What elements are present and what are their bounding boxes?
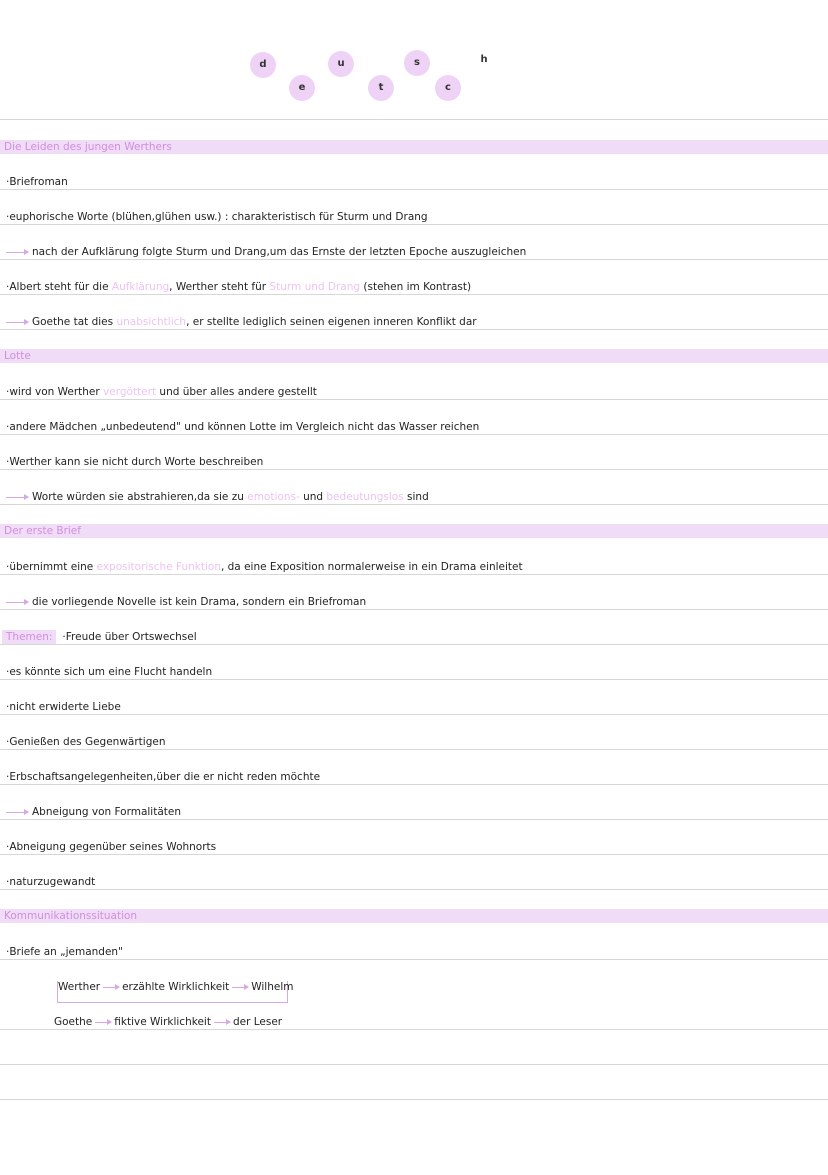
highlight-text: unabsichtlich	[116, 316, 187, 328]
arrow-icon	[6, 812, 28, 813]
rule	[0, 119, 828, 120]
note-line: ·Briefroman	[6, 176, 68, 188]
note-line: ·Erbschaftsangelegenheiten,über die er nicht reden möchte	[6, 771, 321, 783]
note-line: ·naturzugewandt	[6, 876, 96, 888]
highlight-text: Sturm und Drang	[269, 281, 361, 293]
note-line: ·Briefe an „jemanden"	[6, 946, 123, 958]
note-line	[6, 312, 477, 332]
highlight-text: Aufklärung	[111, 281, 170, 293]
note-text: Wilhelm	[251, 981, 294, 993]
note-text: und über alles andere gestellt	[156, 386, 317, 398]
arrow-icon	[6, 252, 28, 253]
note-text: sind	[403, 491, 429, 503]
title-letter-s: s	[404, 50, 430, 76]
note-line	[6, 802, 181, 822]
note-line: ·Abneigung gegenüber seines Wohnorts	[6, 841, 217, 853]
section-heading-lotte: Lotte	[4, 350, 31, 362]
note-text: nach der Aufklärung folgte Sturm und Drang,um das Ernste der letzten Epoche auszugleichen	[32, 246, 527, 258]
highlight-text: bedeutungslos	[326, 491, 404, 503]
rule	[0, 189, 828, 190]
note-text: ·wird von Werther	[6, 386, 104, 398]
highlight-text: vergöttert	[103, 386, 157, 398]
note-text: , er stellte lediglich seinen eigenen inneren Konflikt dar	[186, 316, 477, 328]
note-line	[6, 277, 471, 297]
title-letter-d: d	[250, 52, 276, 78]
note-text: der Leser	[232, 1016, 283, 1028]
note-line: ·es könnte sich um eine Flucht handeln	[6, 666, 213, 678]
note-line: ·Werther kann sie nicht durch Worte beschreiben	[6, 456, 264, 468]
note-text: ·übernimmt eine	[6, 561, 97, 573]
note-line	[6, 487, 429, 507]
note-line: ·nicht erwiderte Liebe	[6, 701, 121, 713]
arrow-icon	[95, 1022, 111, 1023]
themen-label: Themen:	[2, 630, 56, 644]
title-letter-u: u	[328, 51, 354, 77]
arrow-icon	[6, 602, 28, 603]
section-band	[0, 524, 828, 538]
title-letter-e: e	[289, 75, 315, 101]
arrow-icon	[6, 322, 28, 323]
note-text: Worte würden sie abstrahieren,da sie zu	[32, 491, 248, 503]
note-text: die vorliegende Novelle ist kein Drama, sondern ein Briefroman	[32, 596, 367, 608]
communication-row-2	[54, 1012, 282, 1032]
communication-row-1	[58, 977, 293, 997]
note-line: ·andere Mädchen „unbedeutend" und können Lotte im Vergleich nicht das Wasser reichen	[6, 421, 480, 433]
arrow-icon	[232, 987, 248, 988]
note-line	[6, 242, 526, 262]
note-text: fiktive Wirklichkeit	[114, 1016, 211, 1028]
rule	[0, 889, 828, 890]
note-text: und	[299, 491, 327, 503]
note-line	[2, 627, 197, 647]
note-text: ·Freude über Ortswechsel	[62, 631, 197, 643]
note-text: erzählte Wirklichkeit	[122, 981, 230, 993]
note-text: Goethe	[54, 1016, 93, 1028]
section-heading-brief: Der erste Brief	[4, 525, 81, 537]
note-line	[6, 382, 317, 402]
note-text: (stehen im Kontrast)	[360, 281, 472, 293]
section-band	[0, 349, 828, 363]
section-heading-werther: Die Leiden des jungen Werthers	[4, 141, 172, 153]
title-letter-c: c	[435, 75, 461, 101]
rule	[0, 714, 828, 715]
title-letter-t: t	[368, 75, 394, 101]
title-letter-h: h	[480, 54, 488, 65]
note-line: ·euphorische Worte (blühen,glühen usw.) : charakteristisch für Sturm und Drang	[6, 211, 428, 223]
rule	[0, 1064, 828, 1065]
note-line	[6, 592, 366, 612]
arrow-icon	[6, 497, 28, 498]
note-text: , da eine Exposition normalerweise in ein Drama einleitet	[220, 561, 523, 573]
note-text: Abneigung von Formalitäten	[32, 806, 181, 818]
highlight-text: expositorische Funktion	[96, 561, 221, 573]
highlight-text: emotions-	[247, 491, 300, 503]
arrow-icon	[214, 1022, 230, 1023]
note-text: , Werther steht für	[169, 281, 270, 293]
note-line: ·Genießen des Gegenwärtigen	[6, 736, 166, 748]
rule	[0, 959, 828, 960]
note-text: ·Albert steht für die	[6, 281, 112, 293]
note-text: Werther	[58, 981, 101, 993]
rule	[0, 1099, 828, 1100]
note-text: Goethe tat dies	[32, 316, 117, 328]
arrow-icon	[103, 987, 119, 988]
section-heading-komm: Kommunikationssituation	[4, 910, 138, 922]
note-line	[6, 557, 523, 577]
